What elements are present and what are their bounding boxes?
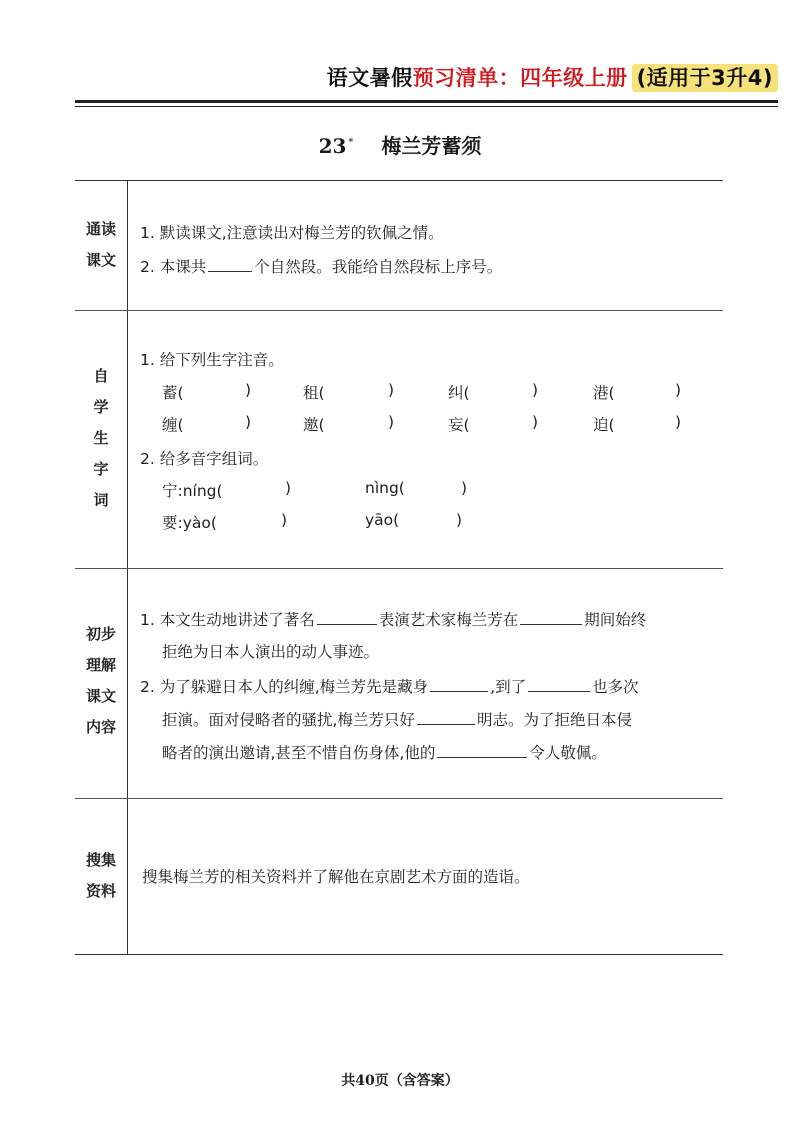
understand-line-5: 略者的演出邀请,甚至不惜自伤身体,他的 令人敬佩。 <box>162 744 607 762</box>
header-grade: 预习清单：四年级上册 <box>412 66 628 90</box>
header-rule-thick <box>75 100 778 103</box>
section-label-understand: 初步 理解 课文 内容 <box>85 625 116 736</box>
blank-period[interactable] <box>520 610 582 625</box>
char-pinyin-close: ) <box>245 381 252 399</box>
read-line-2: 2. 本课共 个自然段。我能给自然段标上序号。 <box>140 258 503 276</box>
lesson-title <box>0 130 800 159</box>
polyphone-item[interactable]: nìng( <box>365 479 405 497</box>
blank-resolve[interactable] <box>417 710 475 725</box>
char-pinyin-item[interactable]: 缠( <box>162 416 184 434</box>
section-label-vocab: 自 学 生 字 词 <box>93 367 109 509</box>
vocab-question-1: 1. 给下列生字注音。 <box>140 351 284 369</box>
understand-line-2: 拒绝为日本人演出的动人事迹。 <box>162 643 380 661</box>
char-pinyin-close: ) <box>532 381 539 399</box>
char-pinyin-close: ) <box>388 381 395 399</box>
header-subject: 语文暑假 <box>326 66 413 90</box>
page-footer: 共40页（含答案） <box>341 1073 459 1089</box>
vocab-question-2: 2. 给多音字组词。 <box>140 450 269 468</box>
lesson-name: 梅兰芳蓄须 <box>381 134 482 158</box>
blank-art-form[interactable] <box>317 610 377 625</box>
char-pinyin-item[interactable]: 港( <box>593 384 615 402</box>
understand-line-1: 1. 本文生动地讲述了著名 表演艺术家梅兰芳在 期间始终 <box>140 611 647 629</box>
polyphone-item[interactable]: yāo( <box>365 511 400 529</box>
polyphone-item[interactable]: 要:yào( <box>162 514 217 532</box>
read-line-1: 1. 默读课文,注意读出对梅兰芳的钦佩之情。 <box>140 224 444 242</box>
lesson-mark: * <box>348 137 354 149</box>
blank-paragraph-count[interactable] <box>208 257 252 272</box>
research-text: 搜集梅兰芳的相关资料并了解他在京剧艺术方面的造诣。 <box>142 868 530 886</box>
understand-line-3: 2. 为了躲避日本人的纠缠,梅兰芳先是藏身 ,到了 也多次 <box>140 678 639 696</box>
lesson-number: 23 <box>318 134 347 158</box>
char-pinyin-close: ) <box>675 381 682 399</box>
row-divider <box>75 798 723 799</box>
char-pinyin-item[interactable]: 迫( <box>593 416 615 434</box>
char-pinyin-item[interactable]: 邀( <box>303 416 325 434</box>
char-pinyin-close: ) <box>245 413 252 431</box>
char-pinyin-close: ) <box>388 413 395 431</box>
understand-line-4: 拒演。面对侵略者的骚扰,梅兰芳只好 明志。为了拒绝日本侵 <box>162 711 632 729</box>
char-pinyin-item[interactable]: 纠( <box>448 384 470 402</box>
blank-moved-place[interactable] <box>528 677 590 692</box>
char-pinyin-item[interactable]: 妄( <box>448 416 470 434</box>
polyphone-item[interactable]: 宁:níng( <box>162 482 223 500</box>
row-divider <box>75 310 723 311</box>
char-pinyin-close: ) <box>532 413 539 431</box>
char-pinyin-item[interactable]: 租( <box>303 384 325 402</box>
header-banner <box>327 62 778 92</box>
char-pinyin-close: ) <box>675 413 682 431</box>
polyphone-close: ) <box>285 479 292 497</box>
header-rule-thin <box>75 106 778 107</box>
polyphone-close: ) <box>461 479 468 497</box>
polyphone-close: ) <box>456 511 463 529</box>
blank-quality[interactable] <box>437 743 527 758</box>
header-badge: (适用于3升4) <box>632 64 778 92</box>
char-pinyin-item[interactable]: 蓄( <box>162 384 184 402</box>
worksheet-table <box>75 180 723 955</box>
blank-hide-place[interactable] <box>430 677 488 692</box>
section-label-read: 通读 课文 <box>85 220 116 269</box>
section-label-research: 搜集 资料 <box>85 851 116 900</box>
polyphone-close: ) <box>281 511 288 529</box>
row-divider <box>75 568 723 569</box>
